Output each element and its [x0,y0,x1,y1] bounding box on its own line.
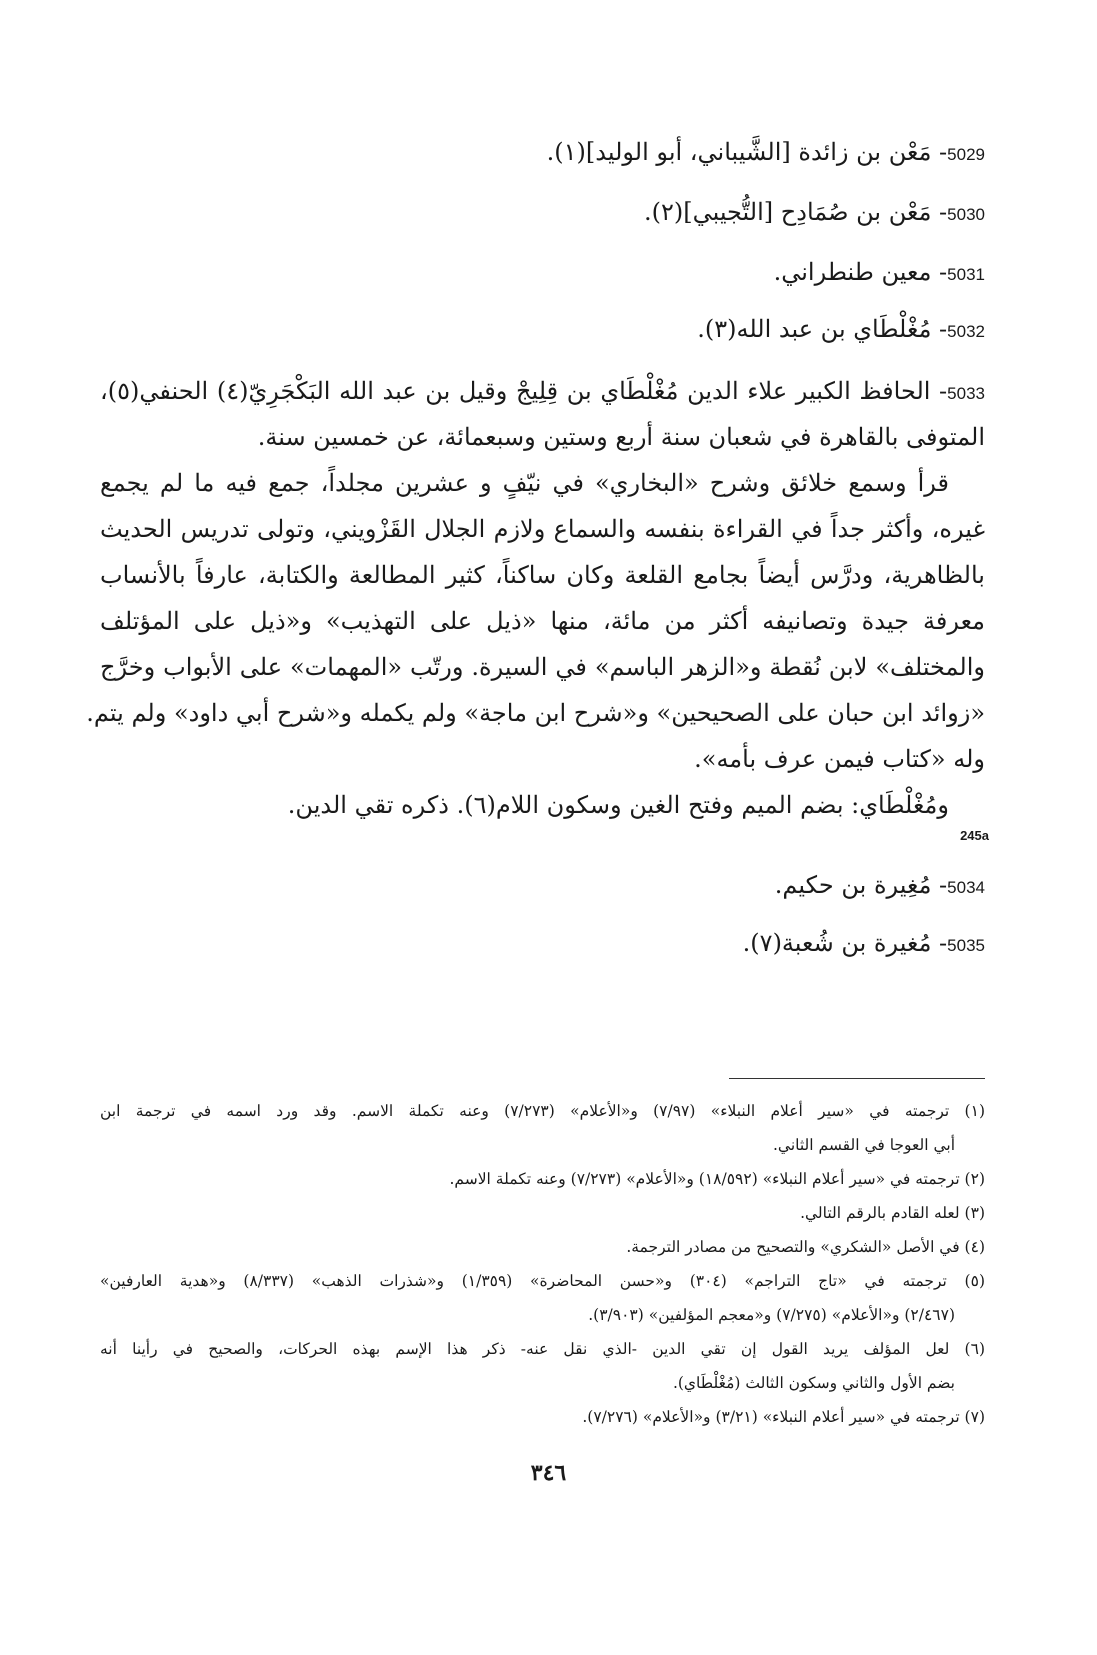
entry-5029 [547,137,985,170]
folio-marker: 245a [960,828,989,843]
footnote-5-continued: (٢/٤٦٧) و«الأعلام» (٧/٢٧٥) و«معجم المؤلفين» (٣/٩٠٣). [588,1306,955,1324]
entry-number: 5029 [947,145,985,164]
entry-number: 5032 [947,322,985,341]
entry-number: 5034 [947,878,985,897]
footnote-2: (٢) ترجمته في «سير أعلام النبلاء» (١٨/٥٩٢) و«الأعلام» (٧/٢٧٣) وعنه تكملة الاسم. [449,1170,985,1188]
body-line: وله «كتاب فيمن عرف بأمه». [694,745,985,773]
entry-text: - مُغِيرة بن حكيم. [774,871,948,899]
entry-text: - مُغْلْطَاي بن عبد الله(٣). [697,315,948,343]
body-line: والمختلف» لابن نُقطة و«الزهر الباسم» في السيرة. ورتّب «المهمات» على الأبواب وخرَّج [100,653,985,681]
body-line: بالظاهرية، ودرَّس أيضاً بجامع القلعة وكان ساكناً، كثير المطالعة والكتابة، عارفاً بالأنساب [100,561,985,589]
entry-5033-heading [100,368,985,414]
page-number: ٣٤٦ [530,1460,567,1486]
entry-text: - الحافظ الكبير علاء الدين مُغْلْطَاي بن قِلِيجْ وقيل بن عبد الله البَكْجَرِيّ(٤) الحنفي(٥)، [100,377,948,405]
footnote-6: (٦) لعل المؤلف يريد القول إن تقي الدين -الذي نقل عنه- ذكر هذا الإسم بهذه الحركات، والصحيح في رأينا أنه [100,1340,985,1358]
footnote-1: (١) ترجمته في «سير أعلام النبلاء» (٧/٩٧) و«الأعلام» (٧/٢٧٣) وعنه تكملة الاسم. وقد ورد اسمه في ترجمة ابن [100,1102,985,1120]
entry-number: 5030 [947,205,985,224]
entry-number: 5031 [947,265,985,284]
footnote-separator [729,1078,985,1079]
body-line: «زوائد ابن حبان على الصحيحين» و«شرح ابن ماجة» ولم يكمله و«شرح أبي داود» ولم يتم. [86,699,985,727]
entry-5034 [775,870,985,903]
footnote-7: (٧) ترجمته في «سير أعلام النبلاء» (٣/٢١) و«الأعلام» (٧/٢٧٦). [582,1408,985,1426]
body-line: قرأ وسمع خلائق وشرح «البخاري» في نيّفٍ و عشرين مجلداً، جمع فيه ما لم يجمع [100,469,949,497]
footnote-6-continued: بضم الأول والثاني وسكون الثالث (مُغْلْطَاي). [672,1374,955,1392]
entry-text: - معين طنطراني. [773,258,948,286]
footnote-5: (٥) ترجمته في «تاج التراجم» (٣٠٤) و«حسن المحاضرة» (١/٣٥٩) و«شذرات الذهب» (٨/٣٣٧) و«هدية العارفين» [100,1272,985,1290]
entry-5030 [644,197,985,230]
body-line: غيره، وأكثر جداً في القراءة بنفسه والسماع ولازم الجلال القَزْويني، وتولى تدريس الحديث [100,515,985,543]
entry-5033 [86,368,985,828]
entry-text: - مَعْن بن صُمَادِح [التُّجيبي](٢). [643,198,948,226]
footnotes [100,1094,985,1434]
entry-text: - مُغيرة بن شُعبة(٧). [742,929,948,957]
body-line: معرفة جيدة وتصانيفه أكثر من مائة، منها «ذيل على التهذيب» و«ذيل على المؤتلف [100,607,985,635]
body-line: ومُغْلْطَاي: بضم الميم وفتح الغين وسكون اللام(٦). ذكره تقي الدين. [287,791,949,819]
footnote-1-continued: أبي العوجا في القسم الثاني. [773,1136,955,1154]
entry-5032 [697,314,985,347]
body-line: المتوفى بالقاهرة في شعبان سنة أربع وستين وسبعمائة، عن خمسين سنة. [257,423,985,451]
footnote-3: (٣) لعله القادم بالرقم التالي. [800,1204,985,1222]
entry-5031 [774,257,985,290]
entry-text: - مَعْن بن زائدة [الشَّيباني، أبو الوليد](١). [546,138,948,166]
entry-number: 5035 [947,936,985,955]
footnote-4: (٤) في الأصل «الشكري» والتصحيح من مصادر الترجمة. [626,1238,985,1256]
entry-number: 5033 [947,384,985,403]
entry-5035 [743,928,985,961]
